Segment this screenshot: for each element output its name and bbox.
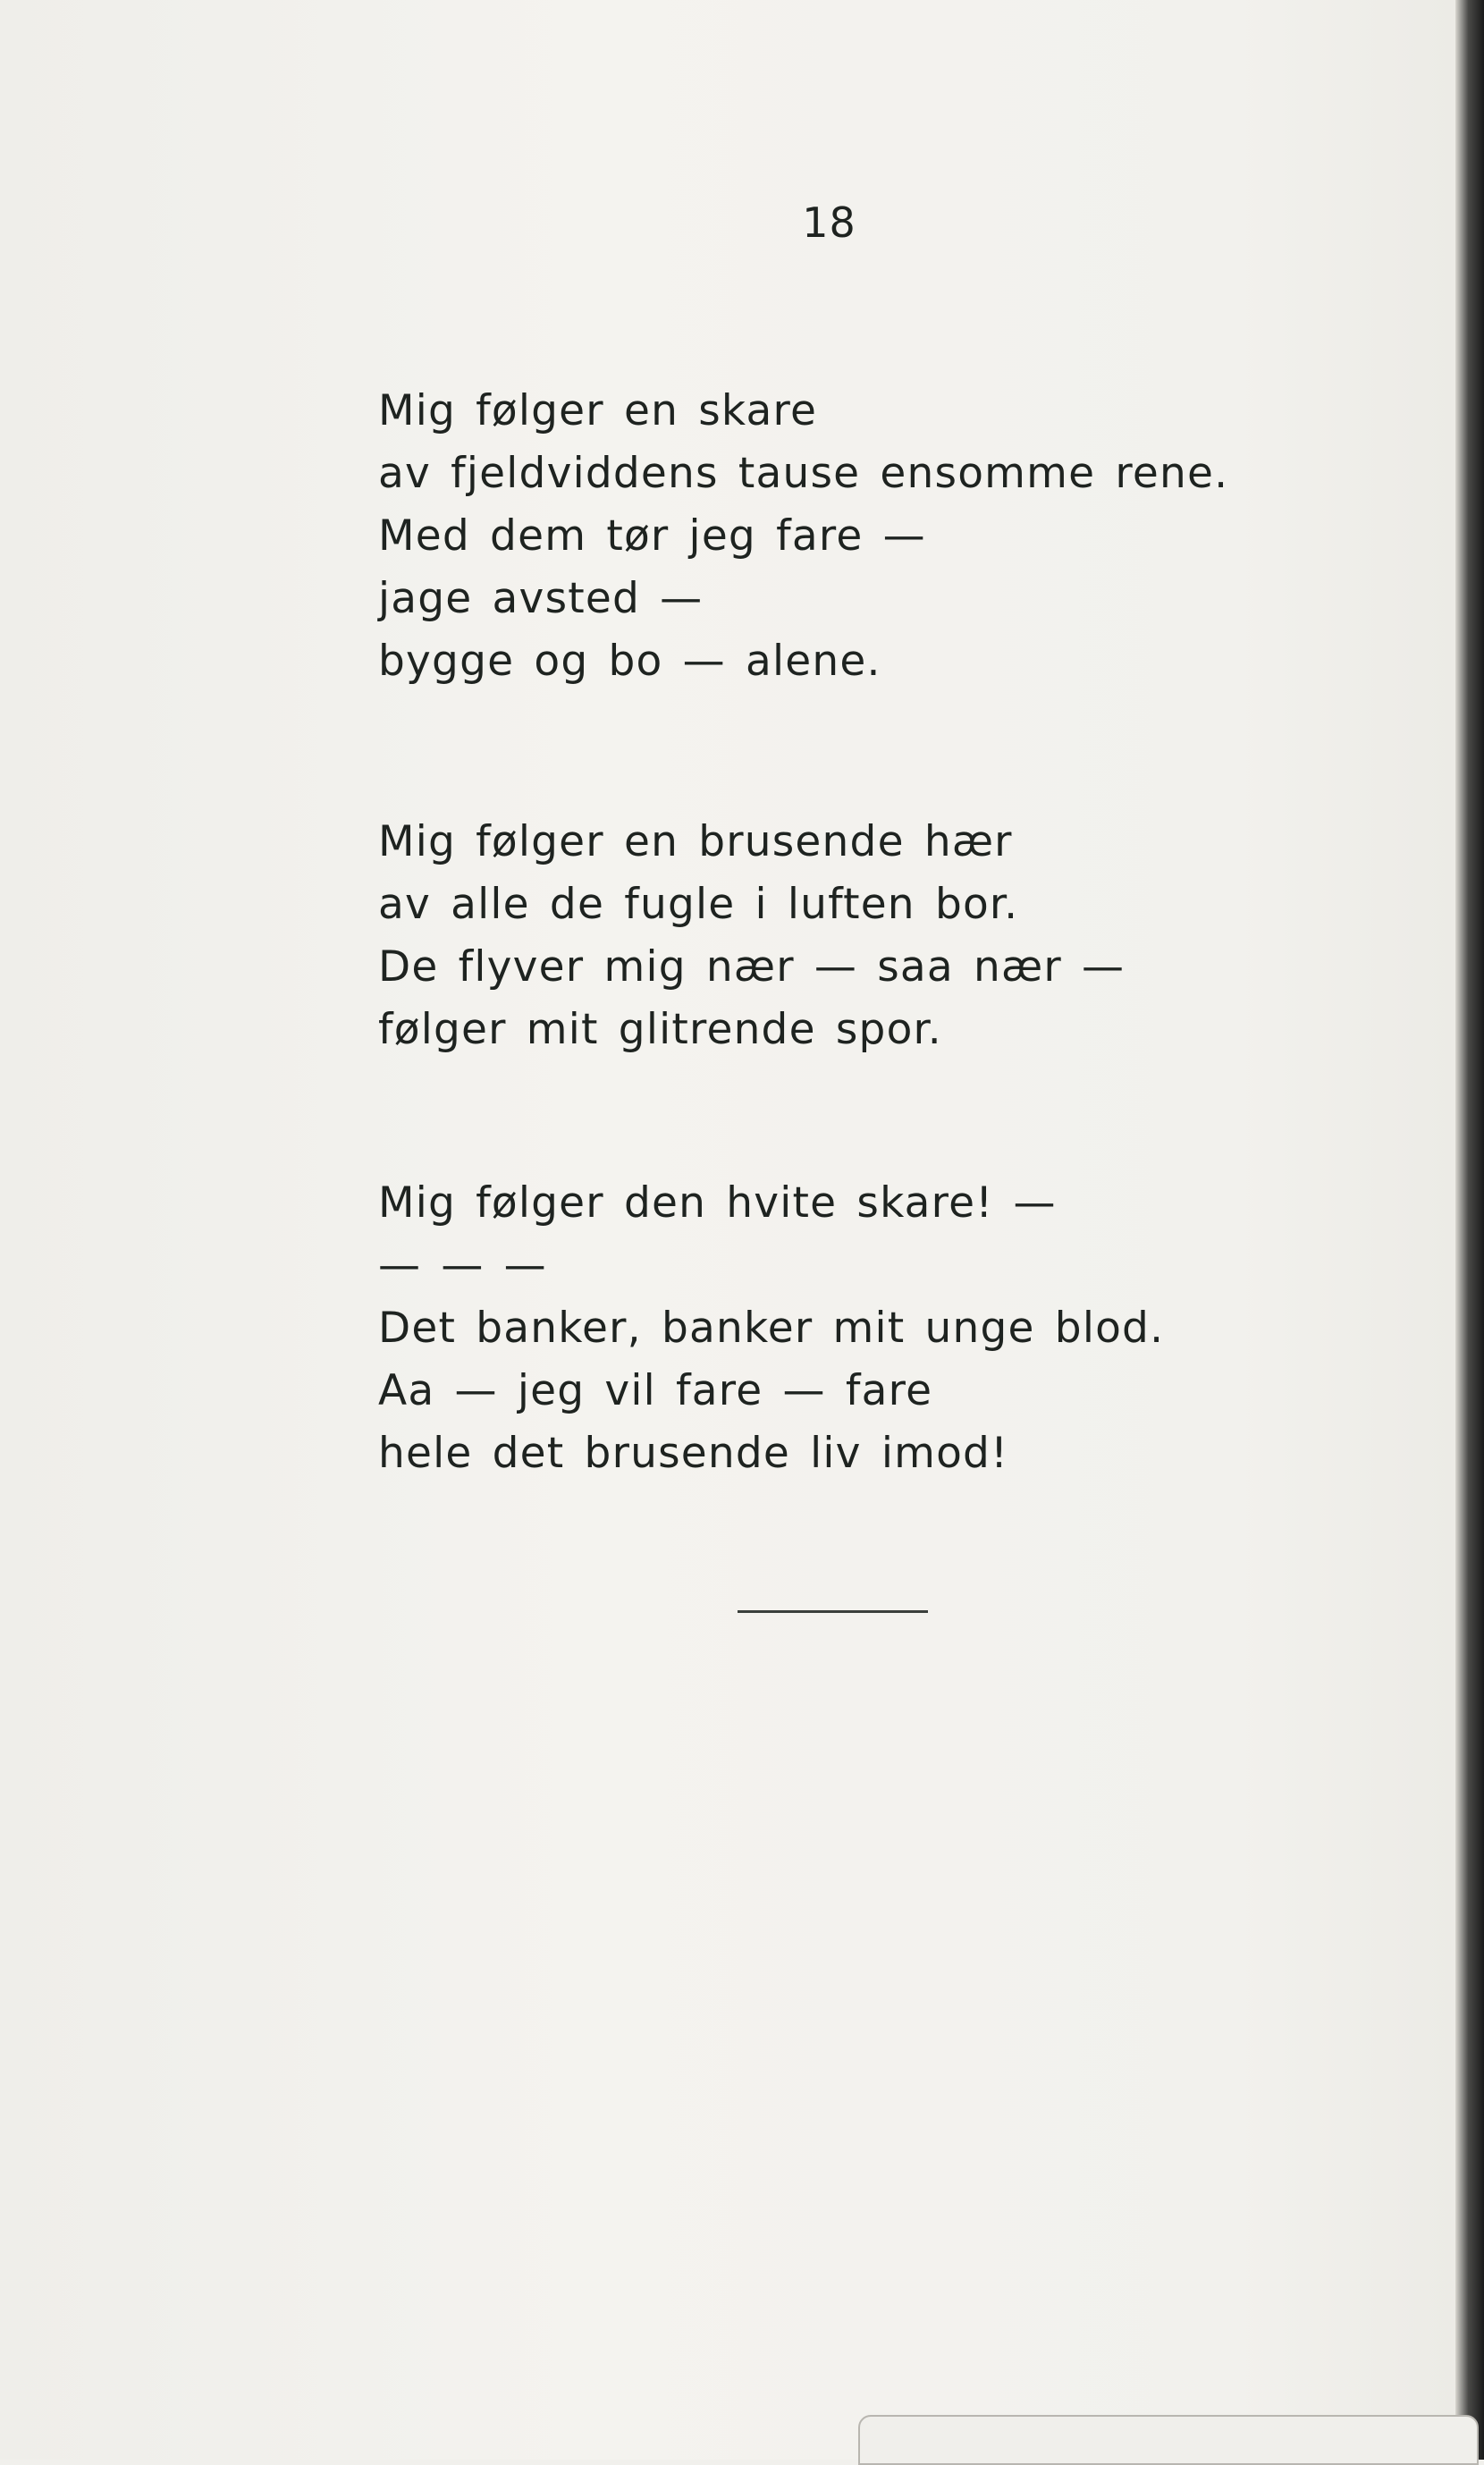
poem-line: — — —: [378, 1241, 547, 1290]
scan-holder-tab: [858, 2415, 1479, 2465]
poem-line: følger mit glitrende spor.: [378, 1005, 942, 1054]
poem-line: av alle de fugle i luften bor.: [378, 880, 1019, 929]
poem-line: Det banker, banker mit unge blod.: [378, 1304, 1165, 1353]
poem-line: hele det brusende liv imod!: [378, 1429, 1009, 1478]
poem-stanza-1: [378, 380, 1228, 693]
section-divider: [738, 1610, 928, 1613]
page-number: 18: [802, 198, 856, 247]
poem-line: Aa — jeg vil fare — fare: [378, 1366, 933, 1415]
poem-stanza-2: [378, 811, 1125, 1061]
poem-line: av fjeldviddens tause ensomme rene.: [378, 449, 1229, 498]
poem-line: Mig følger den hvite skare! —: [378, 1178, 1057, 1228]
poem-line: Mig følger en skare: [378, 386, 818, 435]
poem-line: De flyver mig nær — saa nær —: [378, 942, 1126, 992]
poem-line: jage avsted —: [378, 574, 704, 623]
poem-stanza-3: [378, 1172, 1164, 1485]
poem-line: Med dem tør jeg fare —: [378, 511, 926, 561]
book-binding-edge: [1455, 0, 1484, 2460]
poem-line: Mig følger en brusende hær: [378, 817, 1013, 866]
poem-line: bygge og bo — alene.: [378, 637, 881, 686]
